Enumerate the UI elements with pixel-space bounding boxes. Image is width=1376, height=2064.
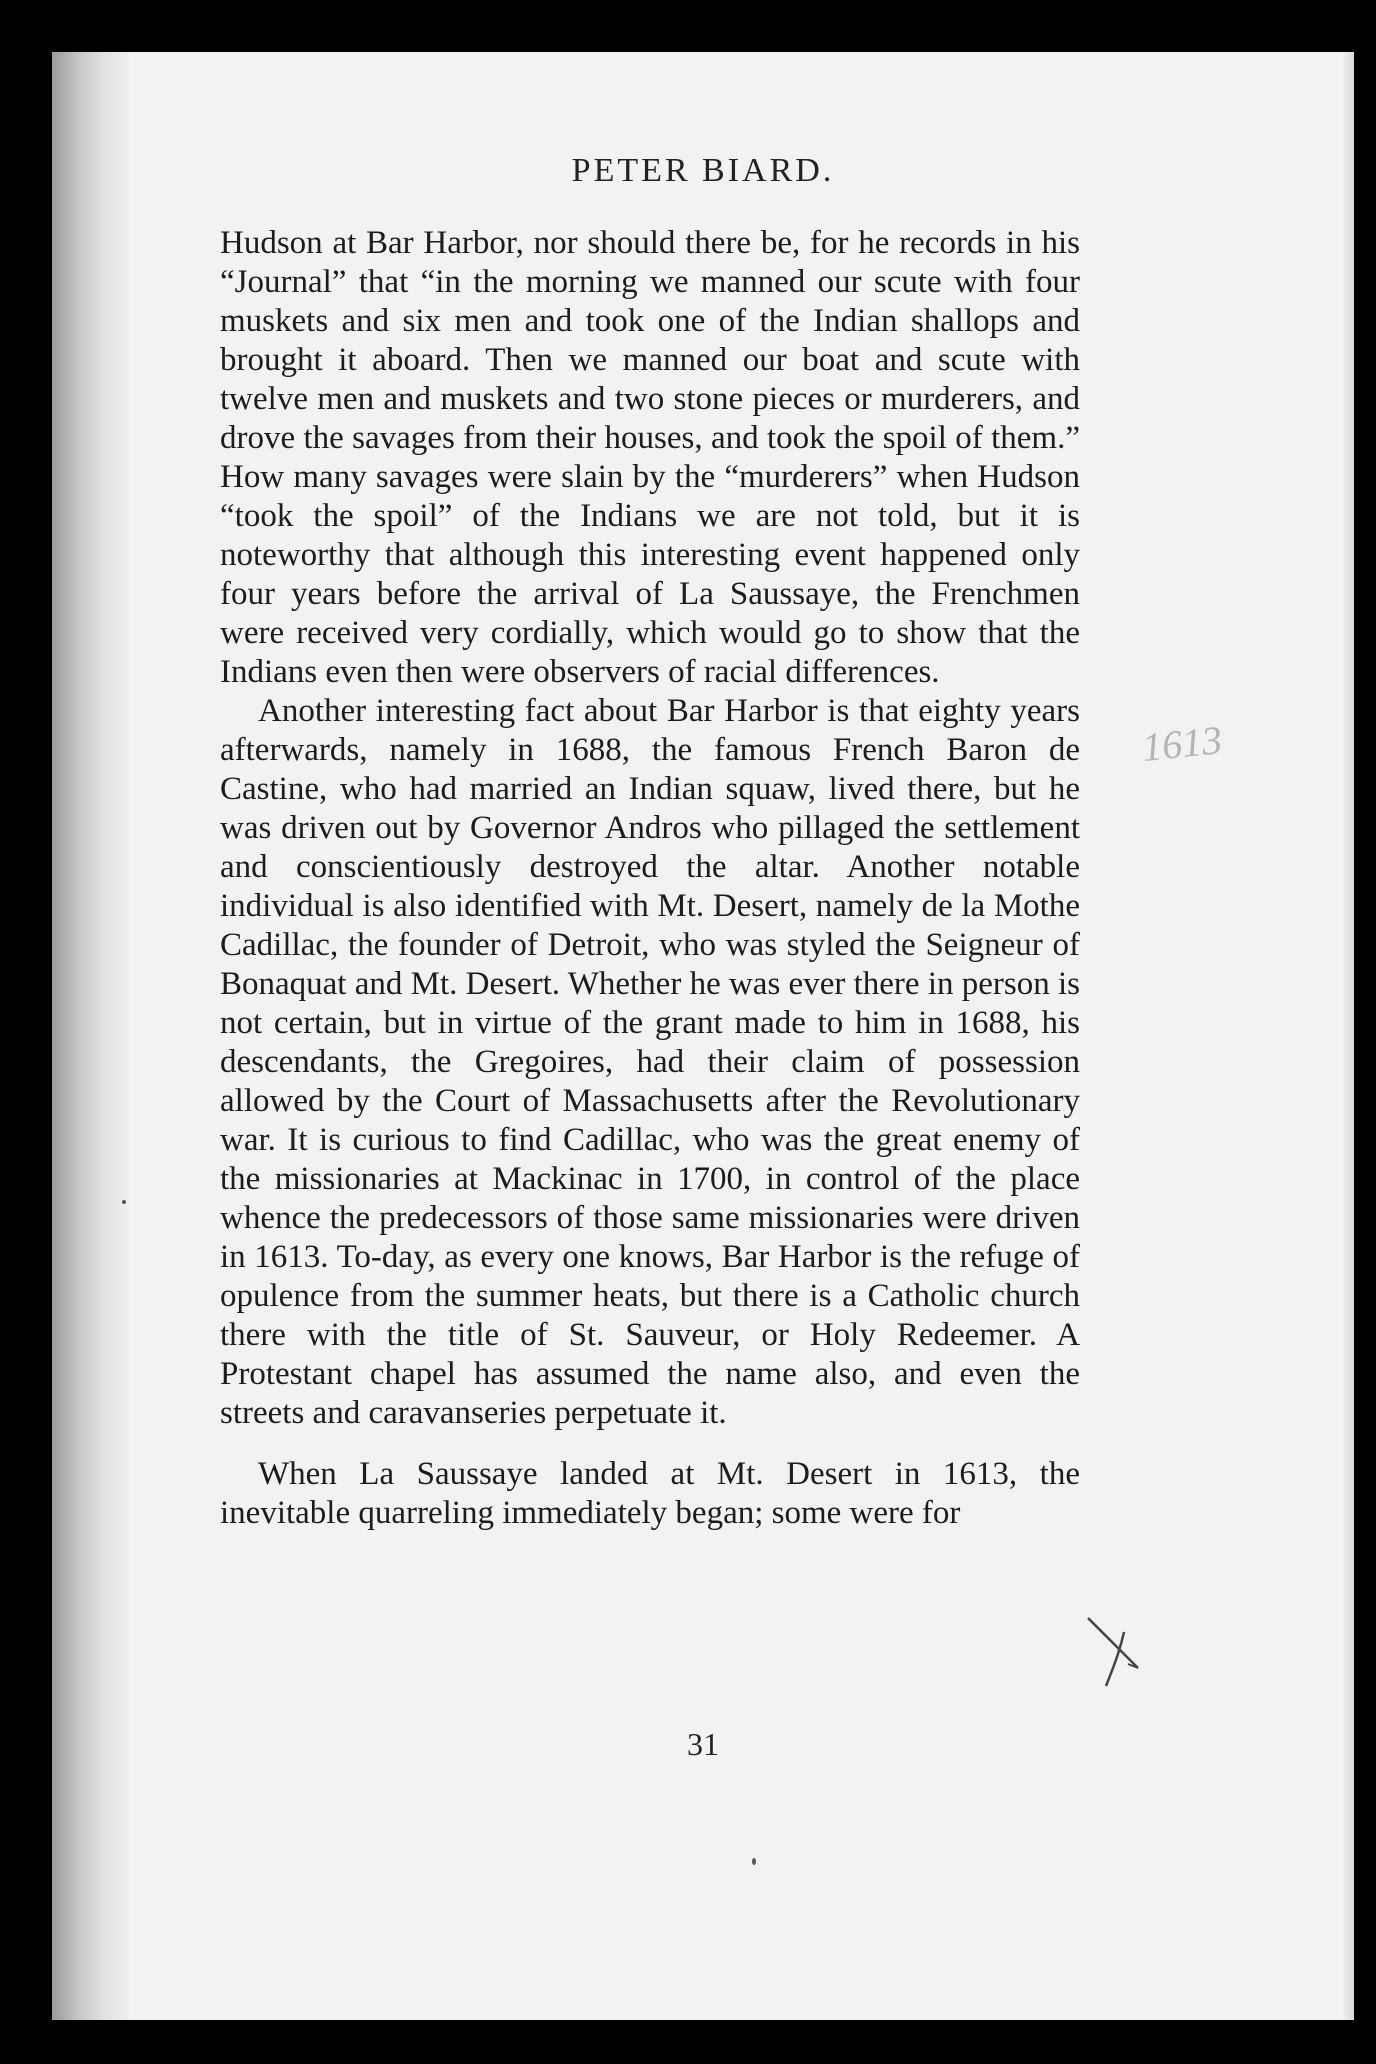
book-page	[52, 52, 1354, 2020]
dust-speck	[752, 1858, 756, 1865]
paragraph: Hudson at Bar Harbor, nor should there be, for he records in his “Journal” that “in the morning we manned our scute with four muskets and six men and took one of the Indian shallops and brought it aboard. Then we manned our boat and scute with twelve men and muskets and two stone pieces or murderers, and drove the savages from their houses, and took the spoil of them.” How many savages were slain by the “murderers” when Hudson “took the spoil” of the Indians we are not told, but it is noteworthy that although this interesting event happened only four years before the arrival of La Saussaye, the Frenchmen were received very cordially, which would go to show that the Indians even then were observers of racial differences.	[220, 225, 1080, 690]
running-head: PETER BIARD.	[571, 152, 835, 189]
paragraph: Another interesting fact about Bar Harbor is that eighty years afterwards, namely in 1688, the famous French Baron de Castine, who had married an Indian squaw, lived there, but he was driven out by Governor Andros who pillaged the settlement and conscientiously destroyed the altar. Another notable individual is also identified with Mt. Desert, namely de la Mothe Cadillac, the founder of Detroit, who was styled the Seigneur of Bonaquat and Mt. Desert. Whether he was ever there in person is not certain, but in virtue of the grant made to him in 1688, his descendants, the Gregoires, had their claim of possession allowed by the Court of Massachusetts after the Revolutionary war. It is curious to find Cadillac, who was the great enemy of the missionaries at Mackinac in 1700, in control of the place whence the predecessors of those same missionaries were driven in 1613. To-day, as every one knows, Bar Harbor is the refuge of opulence from the summer heats, but there is a Catholic church there with the title of St. Sauveur, or Holy Redeemer. A Protestant chapel has assumed the name also, and even the streets and caravanseries perpetuate it.	[220, 693, 1080, 1431]
page-gutter	[52, 52, 132, 2020]
dust-speck	[122, 1200, 126, 1204]
body-text	[220, 224, 1080, 1533]
paragraph: When La Saussaye landed at Mt. Desert in 1613, the inevitable quarreling immediately began; some were for	[220, 1456, 1080, 1531]
page-edge	[1342, 52, 1354, 2020]
pencil-cross-mark	[1084, 1612, 1144, 1692]
margin-annotation: 1613	[1139, 716, 1225, 771]
page-number: 31	[687, 1726, 719, 1762]
